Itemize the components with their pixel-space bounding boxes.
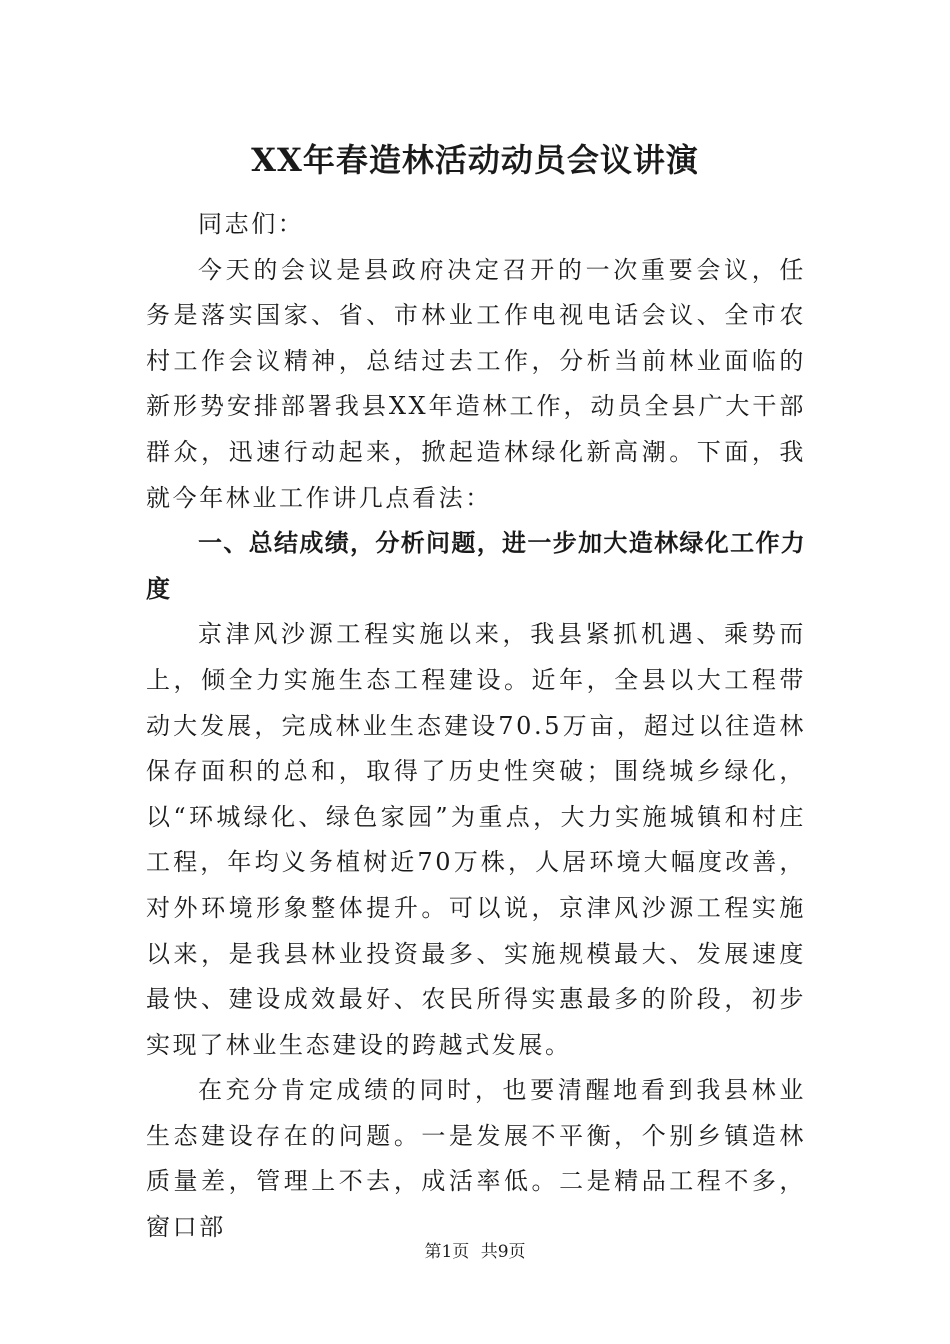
greeting-paragraph: 同志们： bbox=[198, 210, 305, 238]
page-number: 第1页 bbox=[424, 1242, 470, 1262]
section-heading: 一、总结成绩，分析问题，进一步加大造林绿化工作力度 bbox=[146, 529, 806, 603]
page-footer bbox=[0, 1240, 950, 1264]
problems-paragraph: 在充分肯定成绩的同时，也要清醒地看到我县林业生态建设存在的问题。一是发展不平衡，个别乡镇造林质量差，管理上不去，成活率低。二是精品工程不多，窗口部 bbox=[146, 1076, 806, 1242]
page-total: 共9页 bbox=[480, 1242, 526, 1262]
document-body bbox=[146, 202, 806, 1251]
achievements-paragraph: 京津风沙源工程实施以来，我县紧抓机遇、乘势而上，倾全力实施生态工程建设。近年，全县以大工程带动大发展，完成林业生态建设70.5万亩，超过以往造林保存面积的总和，取得了历史性突破；围绕城乡绿化，以“环城绿化、绿色家园”为重点，大力实施城镇和村庄工程，年均义务植树近70万株，人居环境大幅度改善，对外环境形象整体提升。可以说，京津风沙源工程实施以来，是我县林业投资最多、实施规模最大、发展速度最快、建设成效最好、农民所得实惠最多的阶段，初步实现了林业生态建设的跨越式发展。 bbox=[146, 620, 806, 1059]
intro-paragraph: 今天的会议是县政府决定召开的一次重要会议，任务是落实国家、省、市林业工作电视电话会议、全市农村工作会议精神，总结过去工作，分析当前林业面临的新形势安排部署我县XX年造林工作，动员全县广大干部群众，迅速行动起来，掀起造林绿化新高潮。下面，我就今年林业工作讲几点看法： bbox=[146, 255, 806, 512]
document-title: XX年春造林活动动员会议讲演 bbox=[251, 141, 699, 179]
